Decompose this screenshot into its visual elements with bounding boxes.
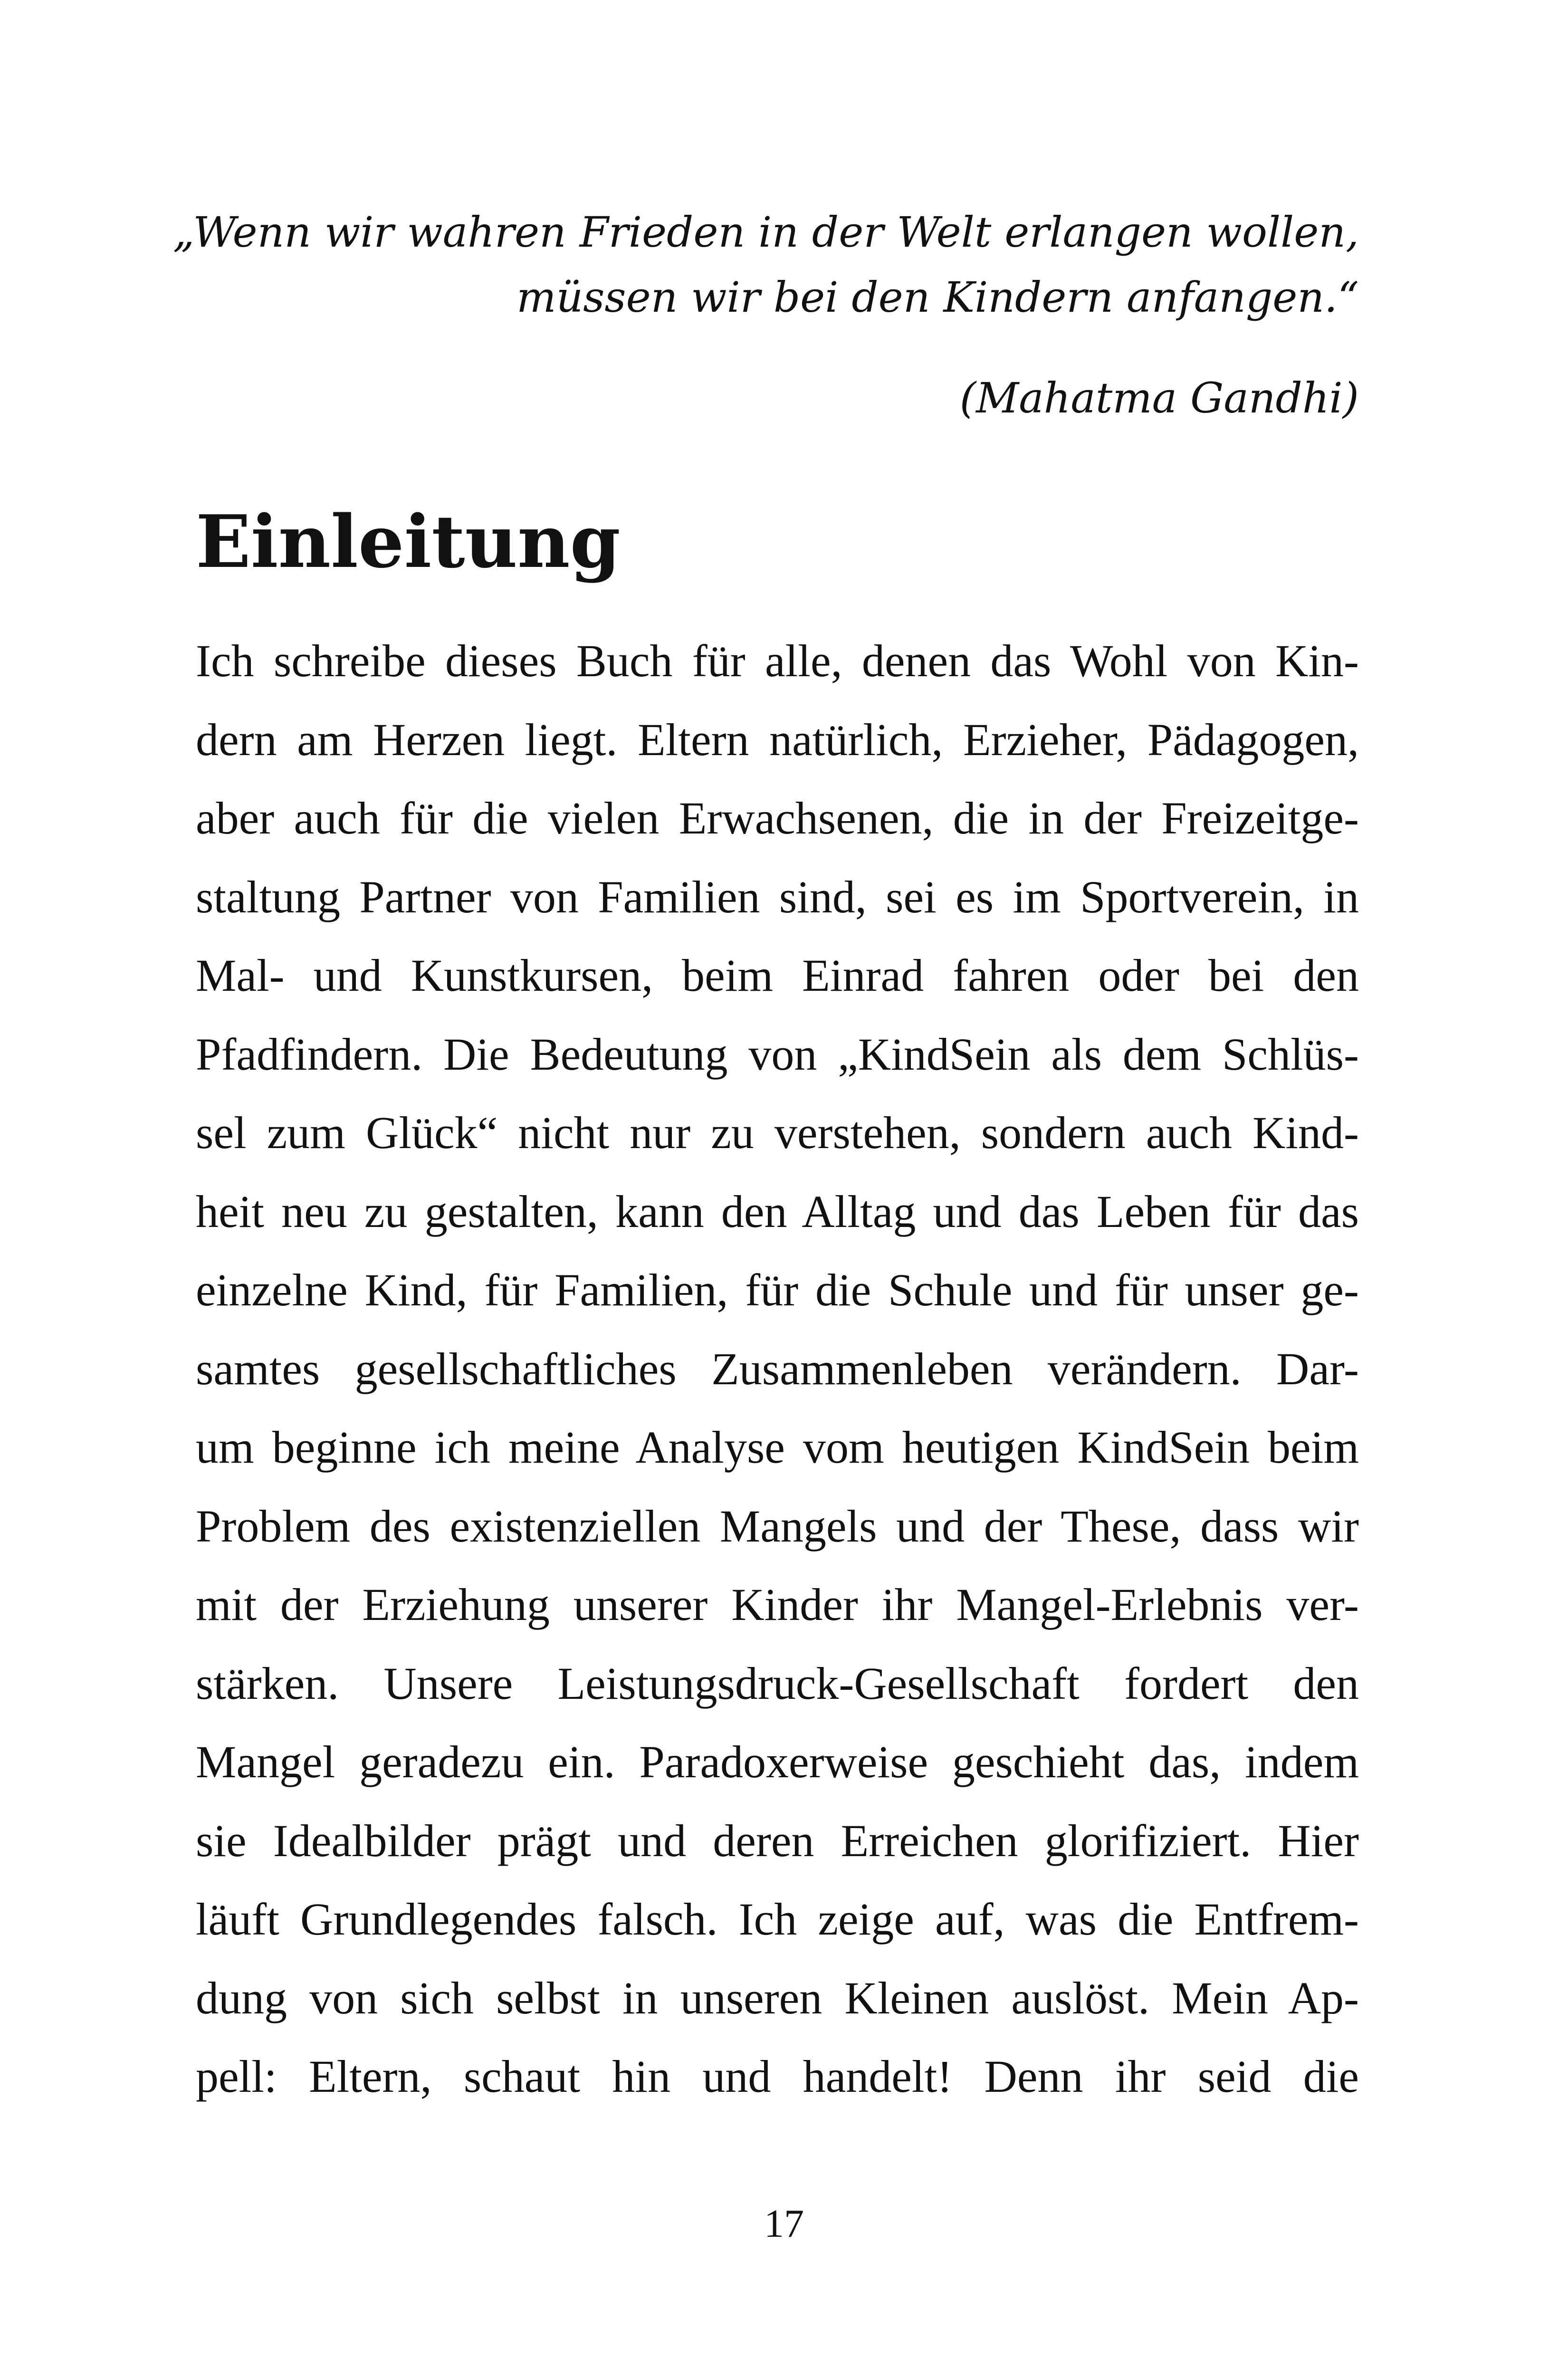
epigraph-attribution: (Mahatma Gandhi)	[959, 374, 1359, 422]
body-line: Problem des existenziellen Mangels und der These, dass wir	[196, 1500, 1359, 1552]
body-line: Mangel geradezu ein. Paradoxerweise geschieht das, indem	[196, 1736, 1359, 1787]
body-line: sie Idealbilder prägt und deren Erreichen glorifiziert. Hier	[196, 1815, 1359, 1866]
body-line: samtes gesellschaftliches Zusammenleben verändern. Dar-	[196, 1343, 1359, 1394]
body-line: staltung Partner von Familien sind, sei es im Sportverein, in	[196, 871, 1359, 922]
body-line: dung von sich selbst in unseren Kleinen auslöst. Mein Ap-	[196, 1972, 1359, 2023]
chapter-title: Einleitung	[196, 499, 621, 584]
body-line: Pfadfindern. Die Bedeutung von „KindSein als dem Schlüs-	[196, 1028, 1359, 1080]
epigraph-quote-line: müssen wir bei den Kindern anfangen.“	[516, 273, 1359, 322]
body-line: läuft Grundlegendes falsch. Ich zeige auf, was die Entfrem-	[196, 1894, 1359, 1945]
body-line: pell: Eltern, schaut hin und handelt! Denn ihr seid die	[196, 2051, 1359, 2102]
body-line: heit neu zu gestalten, kann den Alltag und das Leben für das	[196, 1186, 1359, 1237]
epigraph-quote-line: „Wenn wir wahren Frieden in der Welt erlangen wollen,	[172, 208, 1359, 257]
body-line: mit der Erziehung unserer Kinder ihr Mangel-Erlebnis ver-	[196, 1579, 1359, 1630]
body-line: sel zum Glück“ nicht nur zu verstehen, sondern auch Kind-	[196, 1107, 1359, 1158]
page-number: 17	[764, 2202, 804, 2246]
body-line: dern am Herzen liegt. Eltern natürlich, Erzieher, Pädagogen,	[196, 714, 1359, 765]
body-line: stärken. Unsere Leistungsdruck-Gesellschaft fordert den	[196, 1657, 1359, 1709]
body-line: aber auch für die vielen Erwachsenen, die in der Freizeitge-	[196, 793, 1359, 843]
body-line: um beginne ich meine Analyse vom heutigen KindSein beim	[196, 1422, 1359, 1473]
epigraph	[124, 200, 1359, 431]
body-paragraph	[196, 622, 1359, 2116]
body-line: Ich schreibe dieses Buch für alle, denen das Wohl von Kin-	[196, 635, 1359, 686]
body-line: einzelne Kind, für Familien, für die Schule und für unser ge-	[196, 1265, 1359, 1315]
body-line: Mal- und Kunstkursen, beim Einrad fahren oder bei den	[196, 950, 1359, 1001]
